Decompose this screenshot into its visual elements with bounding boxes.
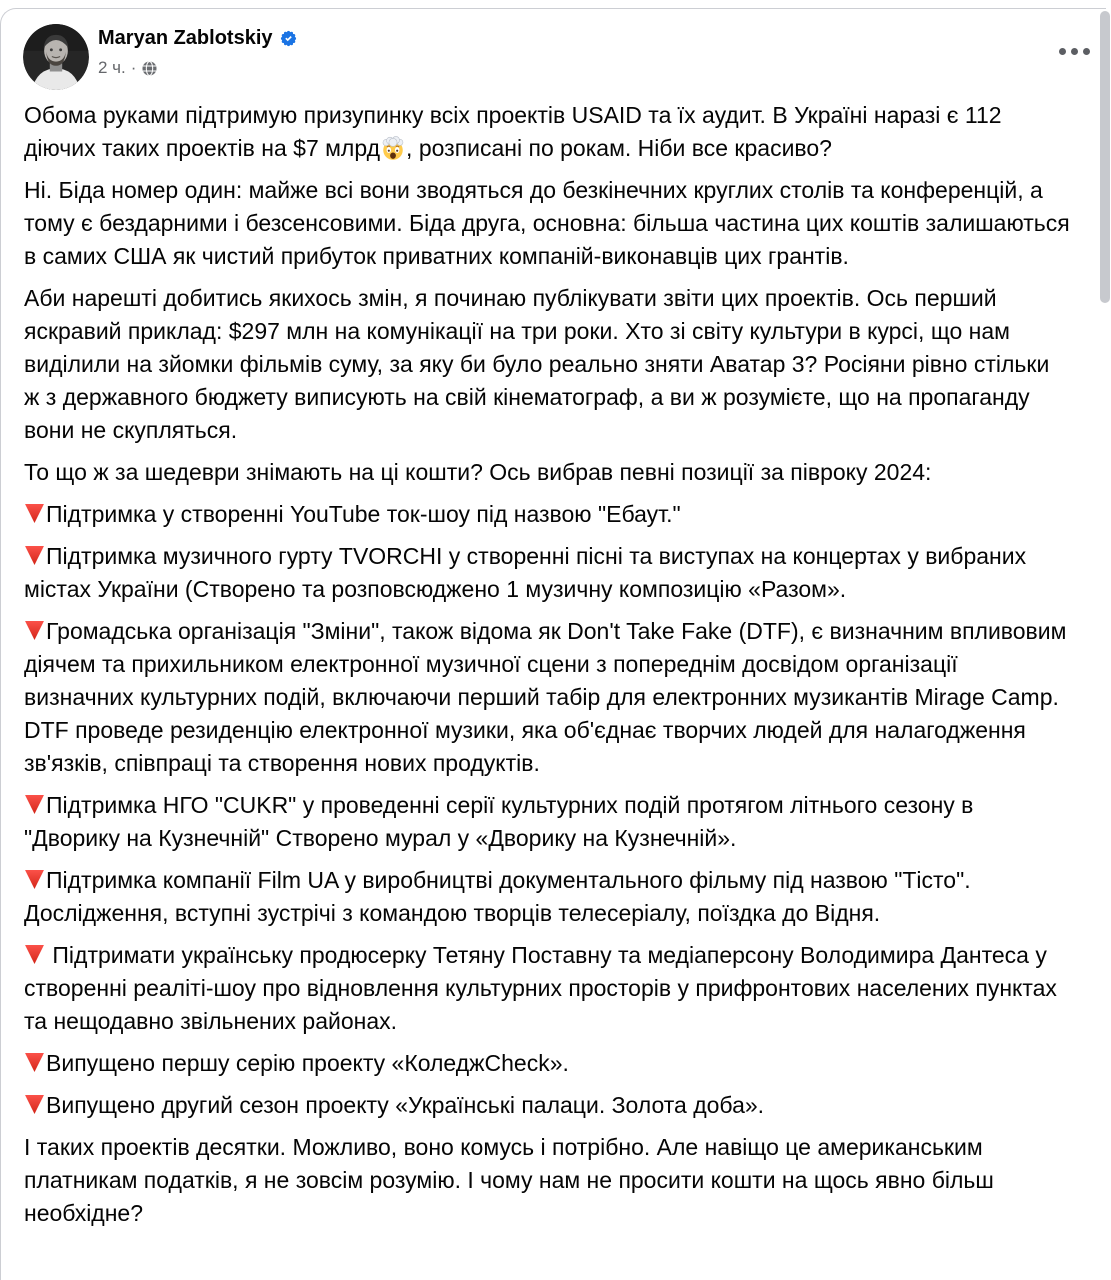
ellipsis-icon: [1059, 48, 1066, 55]
verified-badge-icon: [280, 30, 297, 47]
red-triangle-icon: [24, 870, 45, 889]
red-triangle-icon: [24, 945, 45, 964]
paragraph-1-text-after: , розписані по рокам. Ніби все красиво?: [406, 135, 832, 161]
bullet-item: [24, 1047, 1070, 1080]
globe-icon: [142, 61, 157, 76]
red-triangle-icon: [24, 504, 45, 523]
bullet-text: Підтримка музичного гурту TVORCHI у створенні пісні та виступах на концертах у вибраних містах України (Створено та розповсюджено 1 музичну композицію «Разом».: [24, 543, 1027, 602]
bullet-text: Підтримка компанії Film UA у виробництві документального фільму під назвою "Тісто". Дослідження, вступні зустрічі з командою творців телесеріалу, поїздка до Відня.: [24, 867, 971, 926]
bullet-item: [24, 939, 1070, 1038]
post-meta: [98, 57, 157, 79]
paragraph-outro: І таких проектів десятки. Можливо, воно комусь і потрібно. Але навіщо це американським платникам податків, я не зовсім розумію. І чому нам не просити кошти на щось явно більш необхідне?: [24, 1134, 994, 1226]
bullet-text: Підтримати українську продюсерку Тетяну Поставну та медіаперсону Володимира Дантеса у створенні реаліті-шоу про відновлення культурних просторів у прифронтових населених пунктах та нещодавно звільнених районах.: [24, 942, 1057, 1034]
post-content: [24, 99, 1070, 1239]
bullet-text: Громадська організація "Зміни", також відома як Don't Take Fake (DTF), є визначним впливовим діячем та прихильником електронної музичної сцени з попереднім досвідом організації визначних культурних подій, включаючи перший табір для електронних музикантів Mirage Camp. DTF проведе резиденцію електронної музики, яка об'єднає творчих людей для налагодження зв'язків, співпраці та створення нових продуктів.: [24, 618, 1067, 776]
paragraph-3: Аби нарешті добитись якихось змін, я починаю публікувати звіти цих проектів. Ось перший яскравий приклад: $297 млн на комунікації на три роки. Хто зі світу культури в курсі, що нам виділили на зйомки фільмів суму, за яку би було реально зняти Аватар 3? Росіяни рівно стільки ж з державного бюджету виписують на свій кінематограф, а ви ж розумієте, що на пропаганду вони не скупляться.: [24, 285, 1050, 443]
bullet-item: [24, 1089, 1070, 1122]
bullet-text: Підтримка у створенні YouTube ток-шоу під назвою "Ебаут.": [46, 501, 681, 527]
bullet-text: Підтримка НГО "CUKR" у проведенні серії культурних подій протягом літнього сезону в "Дворику на Кузнечній" Створено мурал у «Дворику на Кузнечній».: [24, 792, 974, 851]
red-triangle-icon: [24, 795, 45, 814]
red-triangle-icon: [24, 1095, 45, 1114]
paragraph-4: То що ж за шедеври знімають на ці кошти? Ось вибрав певні позиції за півроку 2024:: [24, 459, 932, 485]
red-triangle-icon: [24, 621, 45, 640]
bullet-item: [24, 789, 1070, 855]
scrollbar-thumb[interactable]: [1100, 11, 1110, 303]
red-triangle-icon: [24, 546, 45, 565]
bullet-item: [24, 864, 1070, 930]
bullet-item: [24, 615, 1070, 780]
bullet-text: Випущено першу серію проекту «КоледжCheck».: [46, 1050, 569, 1076]
avatar[interactable]: [23, 24, 89, 90]
exploding-head-emoji: [380, 135, 406, 161]
bullet-item: [24, 498, 1070, 531]
paragraph-1: [24, 99, 1070, 165]
author-name[interactable]: Maryan Zablotskiy: [98, 27, 273, 49]
timestamp[interactable]: 2 ч.: [98, 58, 126, 77]
paragraph-2: Ні. Біда номер один: майже всі вони зводяться до безкінечних круглих столів та конференцій, а тому є бездарними і безсенсовими. Біда друга, основна: більша частина цих коштів залишаються в самих США як чистий прибуток приватних компаній-виконавців цих грантів.: [24, 177, 1070, 269]
paragraph-1-text: Обома руками підтримую призупинку всіх проектів USAID та їх аудит. В Україні наразі є 112 діючих таких проектів на $7 млрд: [24, 102, 1002, 161]
more-options-button[interactable]: [1052, 36, 1096, 66]
meta-separator: ·: [130, 58, 137, 77]
profile-photo-graphic: [23, 24, 89, 90]
bullet-item: [24, 540, 1070, 606]
bullet-text: Випущено другий сезон проекту «Українські палаци. Золота доба».: [46, 1092, 765, 1118]
red-triangle-icon: [24, 1053, 45, 1072]
